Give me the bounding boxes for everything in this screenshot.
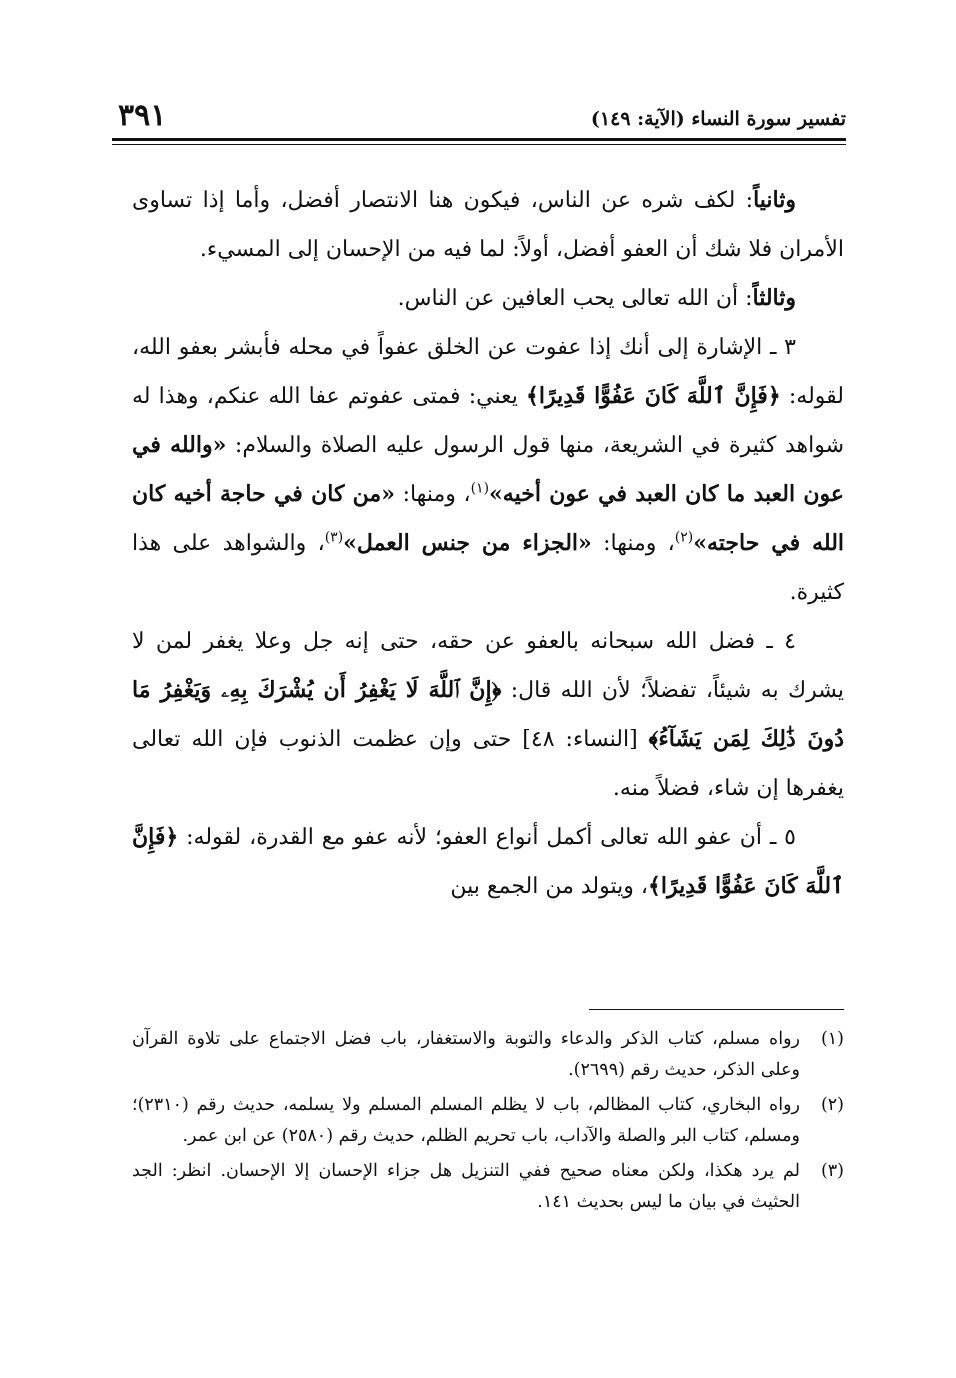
hadith-quote: «والله في عون العبد ما كان العبد في عون أخيه» bbox=[132, 432, 844, 507]
main-text bbox=[132, 176, 844, 911]
footnote-ref[interactable]: (٣) bbox=[324, 529, 344, 546]
running-header bbox=[112, 96, 846, 144]
quran-verse: ﴿فَإِنَّ ٱللَّهَ كَانَ عَفُوًّا قَدِيرًا﴾ bbox=[526, 383, 781, 409]
footnote-1 bbox=[132, 1024, 844, 1086]
header-rule-thick bbox=[112, 138, 846, 141]
paragraph-text: : أن الله تعالى يحب العافين عن الناس. bbox=[397, 286, 753, 311]
paragraph-text: ٤ ـ فضل الله سبحانه بالعفو عن حقه، حتى إنه جل وعلا يغفر لمن لا يشرك به شيئاً، تفضلاً؛ لأن الله قال: bbox=[132, 629, 844, 703]
footnote-ref[interactable]: (١) bbox=[470, 480, 490, 497]
paragraph-text: ، ومنها: bbox=[591, 531, 675, 556]
paragraph-lead: وثالثاً bbox=[752, 285, 796, 311]
quran-verse: ﴿فَإِنَّ ٱللَّهَ كَانَ عَفُوًّا قَدِيرًا﴾ bbox=[132, 824, 844, 899]
paragraph-text: [النساء: ٤٨] حتى وإن عظمت الذنوب فإن الله تعالى يغفرها إن شاء، فضلاً منه. bbox=[132, 727, 844, 801]
paragraph-point-5 bbox=[132, 813, 844, 911]
footnotes bbox=[132, 1024, 844, 1222]
footnote-marker: (٣) bbox=[820, 1161, 844, 1181]
paragraph-text: ، ومنها: bbox=[394, 482, 471, 507]
footnote-ref[interactable]: (٢) bbox=[674, 529, 694, 546]
hadith-quote: «الجزاء من جنس العمل» bbox=[343, 530, 592, 556]
running-title: تفسير سورة النساء (الآية: ١٤٩) bbox=[590, 108, 846, 130]
footnote-3 bbox=[132, 1156, 844, 1218]
paragraph-text: يعني: فمتى عفوتم عفا الله عنكم، وهذا له شواهد كثيرة في الشريعة، منها قول الرسول عليه الصلاة والسلام: bbox=[132, 384, 845, 458]
header-rule-thin bbox=[112, 144, 846, 145]
paragraph-text: ٥ ـ أن عفو الله تعالى أكمل أنواع العفو؛ لأنه عفو مع القدرة، لقوله: bbox=[178, 825, 796, 850]
hadith-quote: «من كان في حاجة أخيه كان الله في حاجته» bbox=[132, 481, 845, 556]
paragraph-point-4 bbox=[132, 617, 844, 813]
paragraph-text: ، والشواهد على هذا كثيرة. bbox=[132, 531, 844, 605]
paragraph-text: ٣ ـ الإشارة إلى أنك إذا عفوت عن الخلق عفواً في محله فأبشر بعفو الله، لقوله: bbox=[132, 335, 844, 409]
paragraph-text: ، ويتولد من الجمع بين bbox=[450, 874, 648, 899]
paragraph-text: : لكف شره عن الناس، فيكون هنا الانتصار أفضل، وأما إذا تساوى الأمران فلا شك أن العفو أفضل، أولاً: لما فيه من الإحسان إلى المسيء. bbox=[132, 188, 844, 262]
footnote-separator bbox=[589, 1009, 844, 1010]
paragraph-point-3 bbox=[132, 323, 844, 617]
footnote-text: رواه البخاري، كتاب المظالم، باب لا يظلم المسلم المسلم ولا يسلمه، حديث رقم (٢٣١٠)؛ ومسلم، كتاب البر والصلة والآداب، باب تحريم الظلم، حديث رقم (٢٥٨٠) عن ابن عمر. bbox=[132, 1095, 800, 1146]
paragraph-secondly bbox=[132, 176, 844, 274]
quran-verse: ﴿إِنَّ ٱللَّهَ لَا يَغْفِرُ أَن يُشْرَكَ بِهِۦ وَيَغْفِرُ مَا دُونَ ذَٰلِكَ لِمَن يَشَآءُ﴾ bbox=[132, 677, 845, 752]
footnote-marker: (١) bbox=[820, 1029, 844, 1049]
paragraph-lead: وثانياً bbox=[753, 187, 796, 213]
footnote-text: لم يرد هكذا، ولكن معناه صحيح ففي التنزيل هل جزاء الإحسان إلا الإحسان. انظر: الجد الحثيث في بيان ما ليس بحديث ١٤١. bbox=[132, 1161, 800, 1212]
footnote-text: رواه مسلم، كتاب الذكر والدعاء والتوبة والاستغفار، باب فضل الاجتماع على تلاوة القرآن وعلى الذكر، حديث رقم (٢٦٩٩). bbox=[132, 1029, 800, 1080]
footnote-2 bbox=[132, 1090, 844, 1152]
footnote-marker: (٢) bbox=[820, 1095, 844, 1115]
paragraph-thirdly bbox=[132, 274, 844, 323]
page-number: ٣٩١ bbox=[118, 98, 167, 133]
